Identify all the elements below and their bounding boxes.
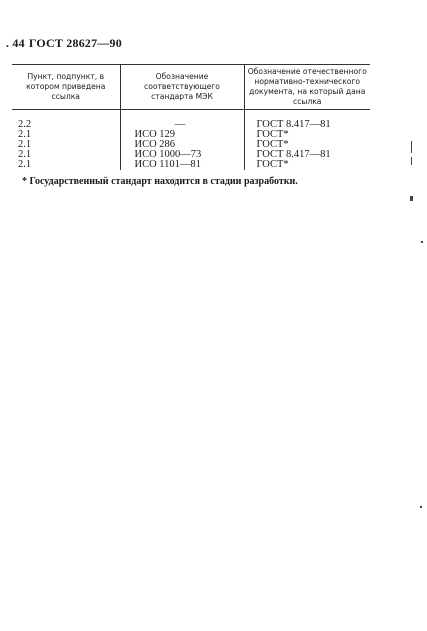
scan-mark	[410, 196, 413, 201]
references-table	[12, 64, 370, 170]
cell-clause: 2.2	[18, 119, 32, 130]
cell-national: ГОСТ*	[244, 160, 370, 170]
standard-designation: ГОСТ 28627—90	[28, 36, 122, 50]
column-header-national-document: Обозначение отечественного нормативно-технического документа, на который дана ссылка	[244, 65, 370, 110]
cell-iec: ИСО 1000—73	[120, 150, 244, 160]
cell-national: ГОСТ*	[244, 130, 370, 140]
column-header-clause: Пункт, подпункт, в котором приведена ссылка	[12, 65, 120, 110]
table-header-row	[12, 65, 370, 110]
cell-iec: ИСО 1101—81	[120, 160, 244, 170]
scan-mark	[411, 141, 412, 153]
scan-mark	[421, 241, 423, 243]
cell-clause: 2.1	[18, 129, 32, 140]
scan-mark	[411, 157, 412, 165]
table-row	[12, 160, 370, 170]
table-row	[12, 120, 370, 130]
cell-clause: 2.1	[18, 159, 32, 170]
table-row	[12, 130, 370, 140]
cell-national: ГОСТ 8.417—81	[244, 150, 370, 160]
cell-national: ГОСТ*	[244, 140, 370, 150]
page-header	[6, 36, 126, 51]
page-number: . 44	[6, 36, 25, 50]
cell-iec: ИСО 129	[120, 130, 244, 140]
column-header-iec-standard: Обозначение соответствующего стандарта МЭК	[120, 65, 244, 110]
cell-clause: 2.1	[18, 139, 32, 150]
cell-iec: ИСО 286	[120, 140, 244, 150]
scan-mark	[420, 506, 422, 508]
cell-iec: —	[120, 120, 244, 130]
cell-clause: 2.1	[18, 149, 32, 160]
cell-national: ГОСТ 8.417—81	[244, 120, 370, 130]
footnote: * Государственный стандарт находится в стадии разработки.	[22, 176, 298, 187]
